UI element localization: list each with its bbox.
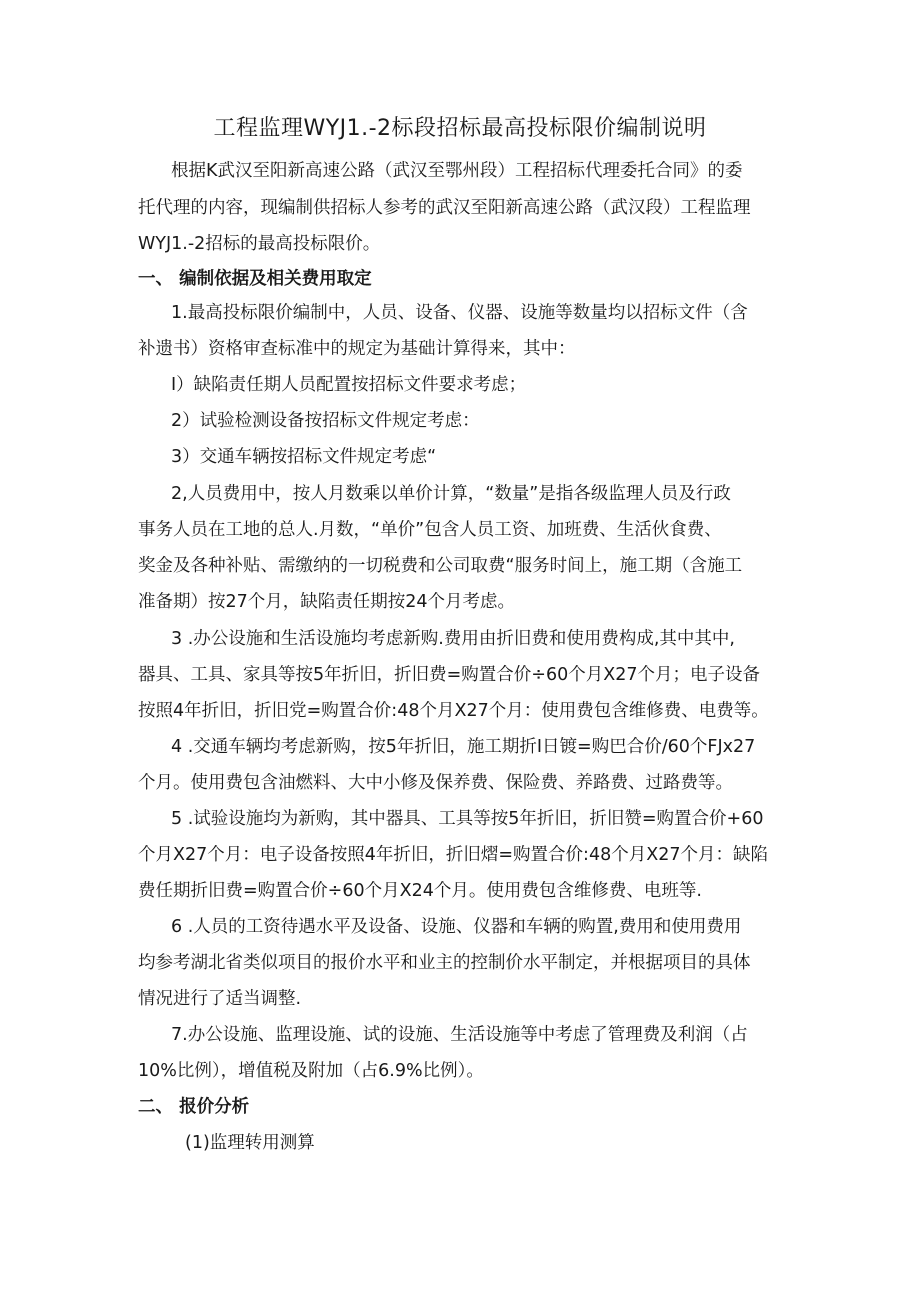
section-1-line: 费任期折旧费=购置合价÷60个月X24个月。使用费包含维修费、电班等. (138, 881, 702, 901)
section-2-heading: 二、 报价分析 (138, 1097, 250, 1117)
section-1-line: 7.办公设施、监理设施、试的设施、生活设施等中考虑了管理费及利润（占 (171, 1025, 748, 1045)
section-1-line: 准备期）按27个月，缺陷责任期按24个月考虑。 (138, 592, 516, 612)
section-1-line: 情况进行了适当调整. (138, 989, 302, 1009)
section-1-line: 2）试验检测设备按招标文件规定考虑： (171, 411, 480, 431)
section-1-line: 按照4年折旧，折旧党=购置合价:48个月X27个月：使用费包含维修费、电费等。 (138, 701, 769, 721)
intro-line-1: 根据K武汉至阳新高速公路（武汉至鄂州段）工程招标代理委托合同》的委 (171, 161, 743, 181)
section-1-line: 均参考湖北省类似项目的报价水平和业主的控制价水平制定，并根据项目的具体 (138, 953, 751, 973)
section-1-line: 个月。使用费包含油燃料、大中小修及保养费、保险费、养路费、过路费等。 (138, 773, 733, 793)
section-2-line: (1)监理转用测算 (185, 1133, 315, 1153)
section-1-line: 奖金及各种补贴、需缴纳的一切税费和公司取费“服务时间上，施工期（含施工 (138, 556, 743, 576)
section-1-line: 事务人员在工地的总人.月数，“单价”包含人员工资、加班费、生活伙食费、 (138, 520, 722, 540)
intro-line-2: 托代理的内容，现编制供招标人参考的武汉至阳新高速公路（武汉段）工程监理 (138, 198, 751, 218)
section-1-line: 个月X27个月：电子设备按照4年折旧，折旧熠=购置合价:48个月X27个月：缺陷 (138, 845, 768, 865)
section-1-line: 器具、工具、家具等按5年折旧，折旧费=购置合价÷60个月X27个月；电子设备 (138, 665, 760, 685)
section-1-line: 6 .人员的工资待遇水平及设备、设施、仪器和车辆的购置,费用和使用费用 (171, 917, 742, 937)
section-1-line: 3 .办公设施和生活设施均考虑新购.费用由折旧费和使用费构成,其中其中, (171, 629, 735, 649)
section-1-line: 10%比例），增值税及附加（占6.9%比例）。 (138, 1061, 484, 1081)
section-1-line: I）缺陷责任期人员配置按招标文件要求考虑； (171, 375, 527, 395)
section-1-line: 1.最高投标限价编制中，人员、设备、仪器、设施等数量均以招标文件（含 (171, 303, 748, 323)
section-1-line: 3）交通车辆按招标文件规定考虑“ (171, 447, 437, 467)
section-1-heading: 一、 编制依据及相关费用取定 (138, 269, 372, 289)
intro-line-3: WYJ1.-2招标的最高投标限价。 (138, 234, 381, 254)
section-1-line: 补遗书）资格审查标准中的规定为基础计算得来，其中： (138, 339, 576, 359)
section-1-line: 2,人员费用中，按人月数乘以单价计算，“数量”是指各级监理人员及行政 (171, 484, 731, 504)
document-title: 工程监理WYJ1.-2标段招标最高投标限价编制说明 (213, 116, 707, 141)
section-1-line: 5 .试验设施均为新购，其中器具、工具等按5年折旧，折旧赞=购置合价+60 (171, 809, 764, 829)
section-1-line: 4 .交通车辆均考虑新购，按5年折旧，施工期折I日镀=购巴合价/60个FJx27 (171, 737, 756, 757)
